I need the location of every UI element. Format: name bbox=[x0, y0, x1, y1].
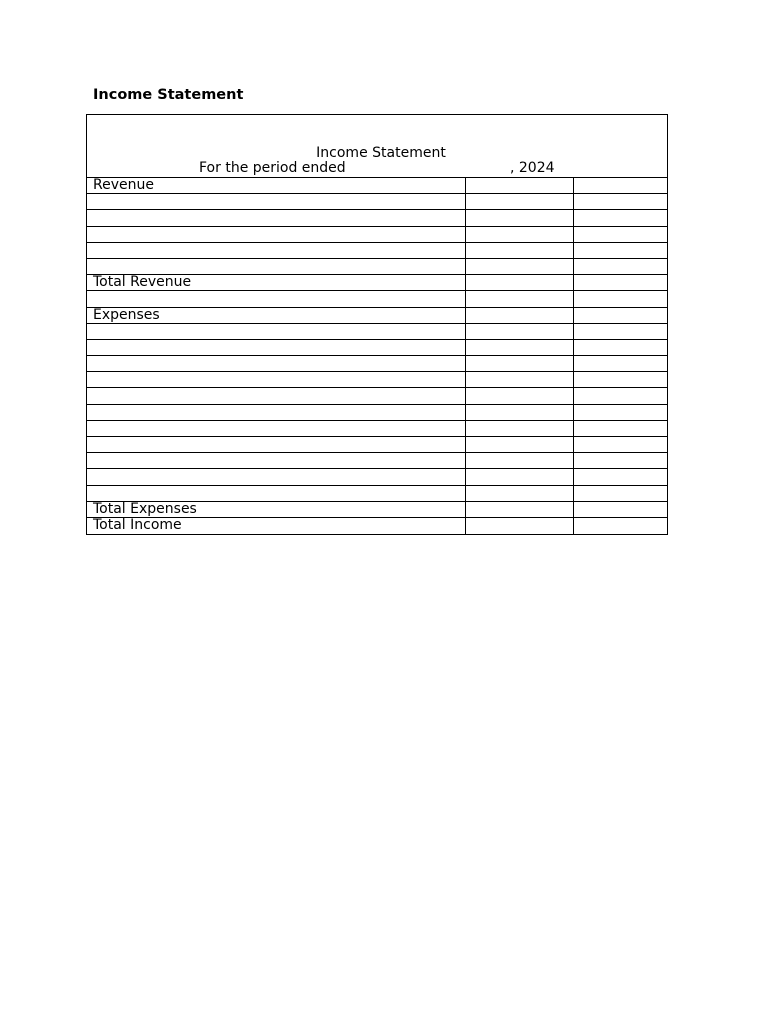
amount-cell[interactable] bbox=[466, 308, 574, 323]
total-cell[interactable] bbox=[574, 421, 667, 436]
amount-cell[interactable] bbox=[466, 340, 574, 355]
row-label-cell[interactable] bbox=[87, 388, 466, 403]
amount-cell[interactable] bbox=[466, 421, 574, 436]
total-cell[interactable] bbox=[574, 227, 667, 242]
table-row bbox=[87, 210, 667, 226]
total-cell[interactable] bbox=[574, 340, 667, 355]
total-cell[interactable] bbox=[574, 486, 667, 501]
row-label-cell[interactable] bbox=[87, 259, 466, 274]
row-label-cell[interactable]: Expenses bbox=[87, 308, 466, 323]
amount-cell[interactable] bbox=[466, 356, 574, 371]
table-row bbox=[87, 469, 667, 485]
total-cell[interactable] bbox=[574, 210, 667, 225]
total-cell[interactable] bbox=[574, 178, 667, 193]
row-label-cell[interactable] bbox=[87, 340, 466, 355]
row-label-cell[interactable] bbox=[87, 243, 466, 258]
table-row bbox=[87, 372, 667, 388]
amount-cell[interactable] bbox=[466, 243, 574, 258]
amount-cell[interactable] bbox=[466, 372, 574, 387]
amount-cell[interactable] bbox=[466, 469, 574, 484]
row-label-cell[interactable] bbox=[87, 486, 466, 501]
total-cell[interactable] bbox=[574, 275, 667, 290]
total-cell[interactable] bbox=[574, 194, 667, 209]
table-row bbox=[87, 308, 667, 324]
total-cell[interactable] bbox=[574, 308, 667, 323]
statement-title: Income Statement bbox=[316, 145, 446, 161]
row-label-cell[interactable] bbox=[87, 405, 466, 420]
statement-header bbox=[87, 115, 667, 178]
period-label: For the period ended bbox=[199, 160, 346, 176]
table-row bbox=[87, 405, 667, 421]
row-label-cell[interactable] bbox=[87, 210, 466, 225]
amount-cell[interactable] bbox=[466, 437, 574, 452]
row-label-cell[interactable] bbox=[87, 437, 466, 452]
row-label-cell[interactable] bbox=[87, 469, 466, 484]
table-row bbox=[87, 194, 667, 210]
table-row bbox=[87, 421, 667, 437]
total-cell[interactable] bbox=[574, 405, 667, 420]
row-label-cell[interactable]: Total Expenses bbox=[87, 502, 466, 517]
total-cell[interactable] bbox=[574, 259, 667, 274]
table-row bbox=[87, 324, 667, 340]
table-row bbox=[87, 259, 667, 275]
amount-cell[interactable] bbox=[466, 291, 574, 306]
total-cell[interactable] bbox=[574, 502, 667, 517]
total-cell[interactable] bbox=[574, 437, 667, 452]
table-row bbox=[87, 340, 667, 356]
income-statement-table bbox=[86, 114, 668, 535]
table-row bbox=[87, 243, 667, 259]
document-title: Income Statement bbox=[93, 87, 244, 103]
row-label-cell[interactable]: Revenue bbox=[87, 178, 466, 193]
amount-cell[interactable] bbox=[466, 178, 574, 193]
amount-cell[interactable] bbox=[466, 275, 574, 290]
row-label-cell[interactable] bbox=[87, 356, 466, 371]
row-label-cell[interactable] bbox=[87, 453, 466, 468]
amount-cell[interactable] bbox=[466, 388, 574, 403]
row-label-cell[interactable]: Total Income bbox=[87, 518, 466, 534]
total-cell[interactable] bbox=[574, 469, 667, 484]
table-row bbox=[87, 486, 667, 502]
row-label-cell[interactable] bbox=[87, 324, 466, 339]
amount-cell[interactable] bbox=[466, 324, 574, 339]
row-label-cell[interactable] bbox=[87, 421, 466, 436]
table-row bbox=[87, 275, 667, 291]
total-cell[interactable] bbox=[574, 388, 667, 403]
amount-cell[interactable] bbox=[466, 210, 574, 225]
total-cell[interactable] bbox=[574, 243, 667, 258]
row-label-cell[interactable] bbox=[87, 194, 466, 209]
total-cell[interactable] bbox=[574, 356, 667, 371]
table-row bbox=[87, 502, 667, 518]
table-row bbox=[87, 356, 667, 372]
table-row bbox=[87, 388, 667, 404]
row-label-cell[interactable]: Total Revenue bbox=[87, 275, 466, 290]
amount-cell[interactable] bbox=[466, 259, 574, 274]
row-label-cell[interactable] bbox=[87, 291, 466, 306]
amount-cell[interactable] bbox=[466, 486, 574, 501]
total-cell[interactable] bbox=[574, 518, 667, 534]
table-row bbox=[87, 453, 667, 469]
amount-cell[interactable] bbox=[466, 194, 574, 209]
total-cell[interactable] bbox=[574, 453, 667, 468]
table-row bbox=[87, 291, 667, 307]
table-row bbox=[87, 518, 667, 534]
total-cell[interactable] bbox=[574, 324, 667, 339]
amount-cell[interactable] bbox=[466, 227, 574, 242]
table-row bbox=[87, 227, 667, 243]
amount-cell[interactable] bbox=[466, 405, 574, 420]
statement-rows bbox=[87, 178, 667, 534]
table-row bbox=[87, 437, 667, 453]
row-label-cell[interactable] bbox=[87, 227, 466, 242]
row-label-cell[interactable] bbox=[87, 372, 466, 387]
total-cell[interactable] bbox=[574, 372, 667, 387]
amount-cell[interactable] bbox=[466, 502, 574, 517]
table-row bbox=[87, 178, 667, 194]
amount-cell[interactable] bbox=[466, 453, 574, 468]
amount-cell[interactable] bbox=[466, 518, 574, 534]
total-cell[interactable] bbox=[574, 291, 667, 306]
period-year: , 2024 bbox=[510, 160, 555, 176]
